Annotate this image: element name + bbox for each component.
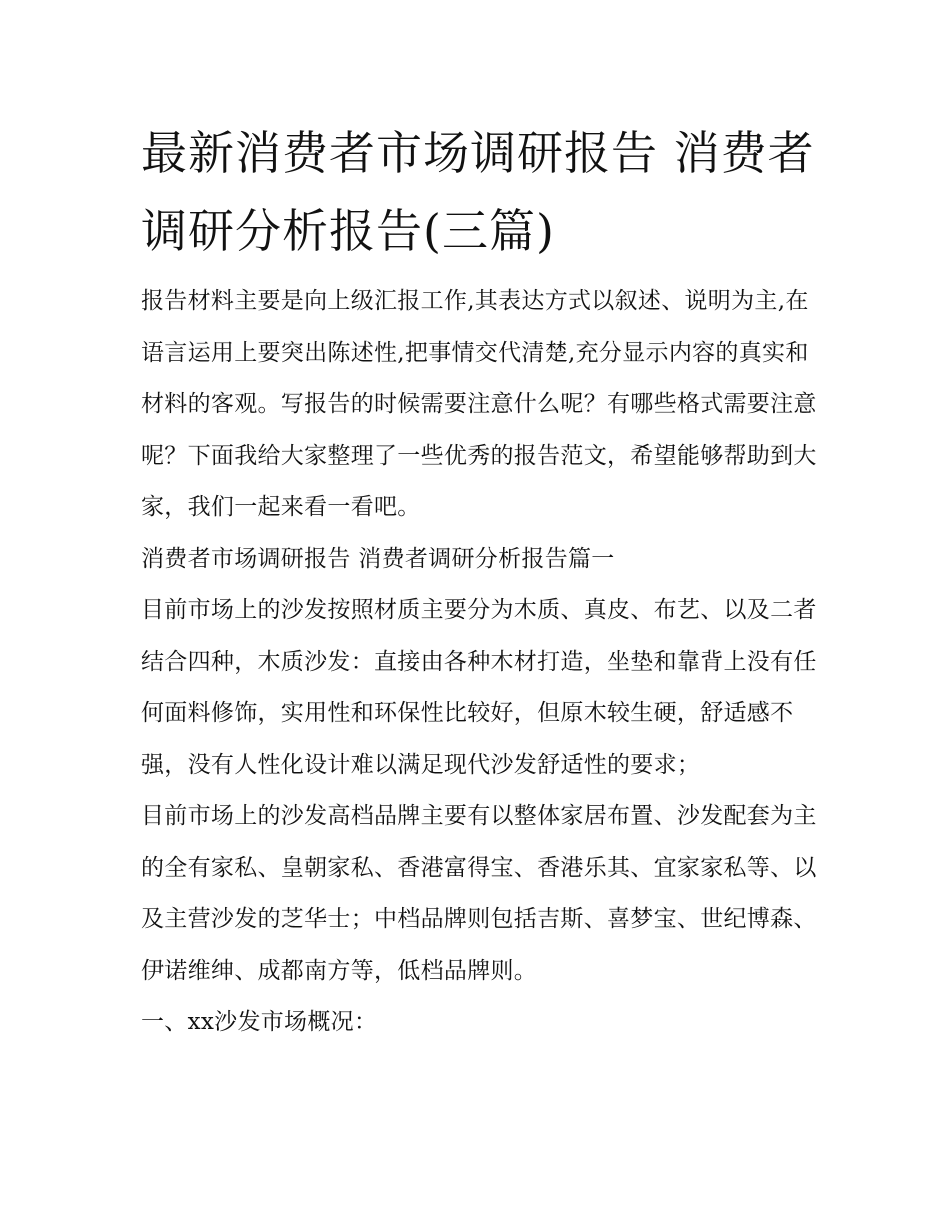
document-body bbox=[141, 276, 821, 1049]
intro-paragraph: 报告材料主要是向上级汇报工作,其表达方式以叙述、说明为主,在语言运用上要突出陈述性,把事情交代清楚,充分显示内容的真实和材料的客观。写报告的时候需要注意什么呢？有哪些格式需要注意呢？下面我给大家整理了一些优秀的报告范文，希望能够帮助到大家，我们一起来看一看吧。 bbox=[141, 288, 817, 520]
body-paragraph: 目前市场上的沙发高档品牌主要有以整体家居布置、沙发配套为主的全有家私、皇朝家私、香港富得宝、香港乐其、宜家家私等、以及主营沙发的芝华士；中档品牌则包括吉斯、喜梦宝、世纪博森、伊诺维绅、成都南方等，低档品牌则。 bbox=[141, 803, 817, 984]
subsection-heading: 一、xx沙发市场概况： bbox=[141, 1009, 378, 1035]
document-title: 最新消费者市场调研报告 消费者调研分析报告(三篇) bbox=[141, 126, 815, 258]
section-heading: 消费者市场调研报告 消费者调研分析报告篇一 bbox=[141, 545, 615, 572]
body-paragraph: 目前市场上的沙发按照材质主要分为木质、真皮、布艺、以及二者结合四种，木质沙发：直接由各种木材打造，坐垫和靠背上没有任何面料修饰，实用性和环保性比较好，但原木较生硬，舒适感不强，没有人性化设计难以满足现代沙发舒适性的要求； bbox=[141, 597, 817, 778]
